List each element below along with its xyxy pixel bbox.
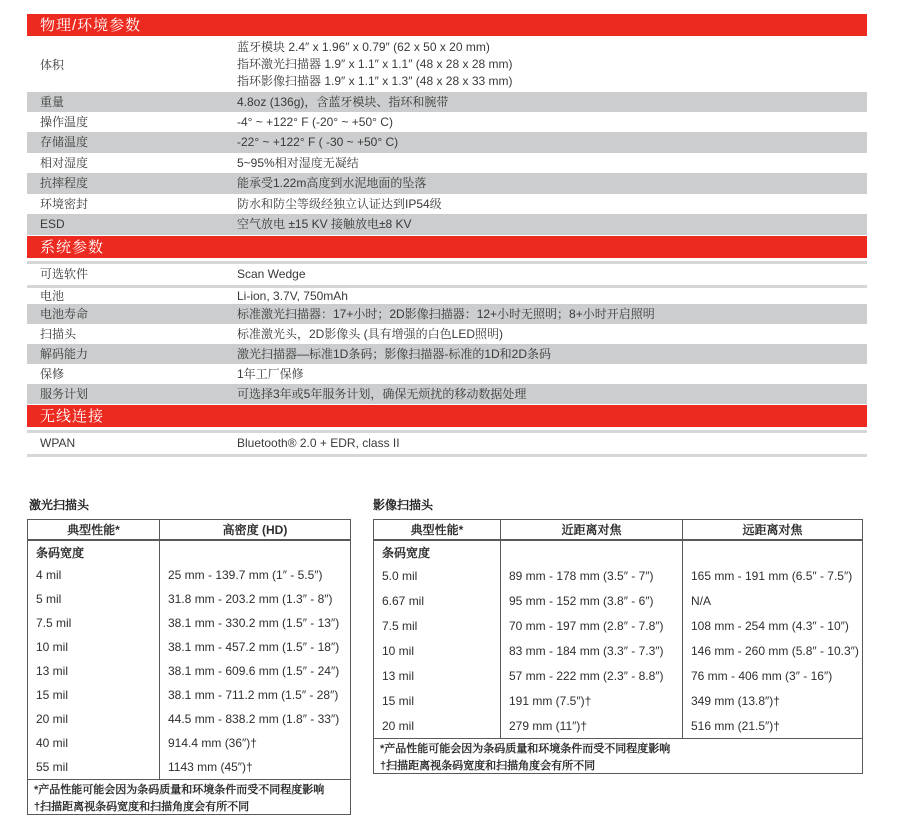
spec-value: 能承受1.22m高度到水泥地面的坠落 [237,176,427,190]
spec-label: 解码能力 [40,347,89,361]
spec-row-scan-head [27,324,867,344]
table-header-cell: 高密度 (HD) [160,520,351,541]
spec-row-humidity [27,153,867,173]
volume-line-2: 指环激光扫描器 1.9″ x 1.1″ x 1.1″ (48 x 28 x 28 mm) [237,56,513,71]
table-row [374,563,863,588]
table-header-cell: 远距离对焦 [683,520,863,541]
table-cell: 5.0 mil [382,568,418,583]
table-cell: 70 mm - 197 mm (2.8″ - 7.8″) [501,613,683,638]
table-row [28,563,351,587]
table-cell: 条码宽度 [36,545,85,560]
spec-value: Scan Wedge [237,267,306,281]
table-row [374,588,863,613]
spec-label: 保修 [40,367,65,381]
spec-value: 标准激光扫描器：17+小时；2D影像扫描器：12+小时无照明；8+小时开启照明 [237,307,655,321]
spec-label: 环境密封 [40,197,89,211]
spec-value: 标准激光头，2D影像头 (具有增强的白色LED照明) [237,327,504,341]
table-cell: 25 mm - 139.7 mm (1″ - 5.5″) [160,563,351,587]
table-row [374,638,863,663]
table-cell: 914.4 mm (36″)† [160,731,351,755]
table-cell: 20 mil [382,718,415,733]
table-cell: 10 mil [382,643,415,658]
table-cell: 55 mil [36,760,69,774]
spec-label: 扫描头 [40,327,77,341]
table-header-row [28,520,351,541]
table-row [28,731,351,755]
table-cell: 191 mm (7.5″)† [501,688,683,713]
table-cell: 89 mm - 178 mm (3.5″ - 7″) [501,563,683,588]
spec-label: 电池寿命 [40,307,89,321]
section-header-wireless: 无线连接 [27,405,867,427]
laser-performance-table [27,519,351,815]
divider [27,261,867,264]
table-cell: 15 mil [382,693,415,708]
spec-row-battery [27,288,867,304]
spec-label: 相对湿度 [40,156,89,170]
spec-row-wpan [27,435,867,452]
table-cell: 5 mil [36,592,62,606]
spec-value [237,39,867,90]
spec-label: 可选软件 [40,267,89,281]
table-row [374,688,863,713]
table-row [374,663,863,688]
spec-row-storage-temp [27,132,867,153]
table-footnote-row [374,739,863,757]
imager-performance-table [373,519,863,774]
table-cell [160,540,351,563]
table-header-row [374,520,863,541]
spec-label: 服务计划 [40,387,89,401]
spec-value: 5~95%相对湿度无凝结 [237,156,359,170]
table-cell: 20 mil [36,712,69,726]
table-cell: 349 mm (13.8″)† [683,688,863,713]
spec-value: 防水和防尘等级经独立认证达到IP54级 [237,197,442,211]
table-cell: 1143 mm (45″)† [160,755,351,780]
spec-row-weight [27,92,867,112]
table-cell: 15 mil [36,688,69,702]
table-cell: 10 mil [36,640,69,654]
volume-line-1: 蓝牙模块 2.4″ x 1.96″ x 0.79″ (62 x 50 x 20 mm) [237,39,490,54]
table-row [28,659,351,683]
spec-label: 操作温度 [40,115,89,129]
spec-row-service-plan [27,384,867,404]
table-cell: 76 mm - 406 mm (3″ - 16″) [683,663,863,688]
spec-value: -4° ~ +122° F (-20° ~ +50° C) [237,115,393,129]
table-row [28,635,351,659]
spec-value: Li-ion, 3.7V, 750mAh [237,289,348,303]
table-cell: 31.8 mm - 203.2 mm (1.3″ - 8″) [160,587,351,611]
table-cell: 条码宽度 [382,545,431,560]
spec-value: 4.8oz (136g)，含蓝牙模块、指环和腕带 [237,95,449,109]
table-cell [501,540,683,563]
table-row [28,611,351,635]
spec-row-operating-temp [27,112,867,132]
spec-value: 1年工厂保修 [237,367,304,381]
table-cell: 83 mm - 184 mm (3.3″ - 7.3″) [501,638,683,663]
table-cell: 279 mm (11″)† [501,713,683,739]
table-cell: 38.1 mm - 609.6 mm (1.5″ - 24″) [160,659,351,683]
spec-value: -22° ~ +122° F ( -30 ~ +50° C) [237,135,399,149]
section-header-system: 系统参数 [27,236,867,258]
spec-value: Bluetooth® 2.0 + EDR, class II [237,436,400,450]
spec-label: 电池 [40,289,65,303]
table-cell: 165 mm - 191 mm (6.5″ - 7.5″) [683,563,863,588]
spec-value: 激光扫描器—标准1D条码；影像扫描器-标准的1D和2D条码 [237,347,552,361]
table-cell: 44.5 mm - 838.2 mm (1.8″ - 33″) [160,707,351,731]
spec-label: 重量 [40,95,65,109]
spec-row-warranty [27,364,867,384]
table-footnote-row [374,756,863,774]
table-subheader-row [28,540,351,563]
spec-label: WPAN [40,436,76,450]
table-row [28,707,351,731]
table-footnote-row [28,780,351,798]
table-cell: 146 mm - 260 mm (5.8″ - 10.3″) [683,638,863,663]
table-row [28,683,351,707]
table-cell: 95 mm - 152 mm (3.8″ - 6″) [501,588,683,613]
divider [27,430,867,433]
imager-table-title: 影像扫描头 [373,498,434,512]
laser-table-title: 激光扫描头 [29,498,90,512]
table-cell [683,540,863,563]
table-cell: 57 mm - 222 mm (2.3″ - 8.8″) [501,663,683,688]
table-cell: 38.1 mm - 457.2 mm (1.5″ - 18″) [160,635,351,659]
spec-label: 抗摔程度 [40,176,89,190]
spec-row-sealing [27,194,867,214]
table-cell: 13 mil [382,668,415,683]
table-row [374,613,863,638]
spec-row-esd [27,214,867,235]
table-cell: 7.5 mil [382,618,418,633]
table-cell: 38.1 mm - 711.2 mm (1.5″ - 28″) [160,683,351,707]
table-row [28,755,351,780]
spec-label: 体积 [40,57,65,72]
table-cell: N/A [683,588,863,613]
table-footnote-row [28,797,351,815]
spec-value: 空气放电 ±15 KV 接触放电±8 KV [237,217,412,231]
spec-content [27,0,867,457]
section-header-physical: 物理/环境参数 [27,14,867,36]
table-footnote: *产品性能可能会因为条码质量和环境条件而受不同程度影响 [28,780,351,798]
volume-line-3: 指环影像扫描器 1.9″ x 1.1″ x 1.3″ (48 x 28 x 33 mm) [237,73,513,88]
table-cell: 40 mil [36,736,69,750]
divider [27,454,867,457]
table-footnote: †扫描距离视条码宽度和扫描角度会有所不同 [380,759,596,772]
table-footnote: *产品性能可能会因为条码质量和环境条件而受不同程度影响 [374,739,863,757]
spec-label: ESD [40,217,65,231]
spec-row-volume [27,36,867,92]
table-cell: 6.67 mil [382,593,425,608]
spec-row-decode [27,344,867,364]
spec-value: 可选择3年或5年服务计划，确保无烦扰的移动数据处理 [237,387,527,401]
table-subheader-row [374,540,863,563]
table-cell: 516 mm (21.5″)† [683,713,863,739]
table-cell: 13 mil [36,664,69,678]
spec-label: 存储温度 [40,135,89,149]
spec-row-software [27,266,867,283]
table-row [28,587,351,611]
table-footnote: †扫描距离视条码宽度和扫描角度会有所不同 [34,800,250,813]
table-header-cell: 典型性能* [374,520,501,541]
table-cell: 38.1 mm - 330.2 mm (1.5″ - 13″) [160,611,351,635]
spec-row-drop [27,173,867,194]
table-header-cell: 近距离对焦 [501,520,683,541]
table-cell: 108 mm - 254 mm (4.3″ - 10″) [683,613,863,638]
table-row [374,713,863,739]
table-header-cell: 典型性能* [28,520,160,541]
table-cell: 4 mil [36,568,62,582]
table-cell: 7.5 mil [36,616,72,630]
spec-row-battery-life [27,304,867,324]
